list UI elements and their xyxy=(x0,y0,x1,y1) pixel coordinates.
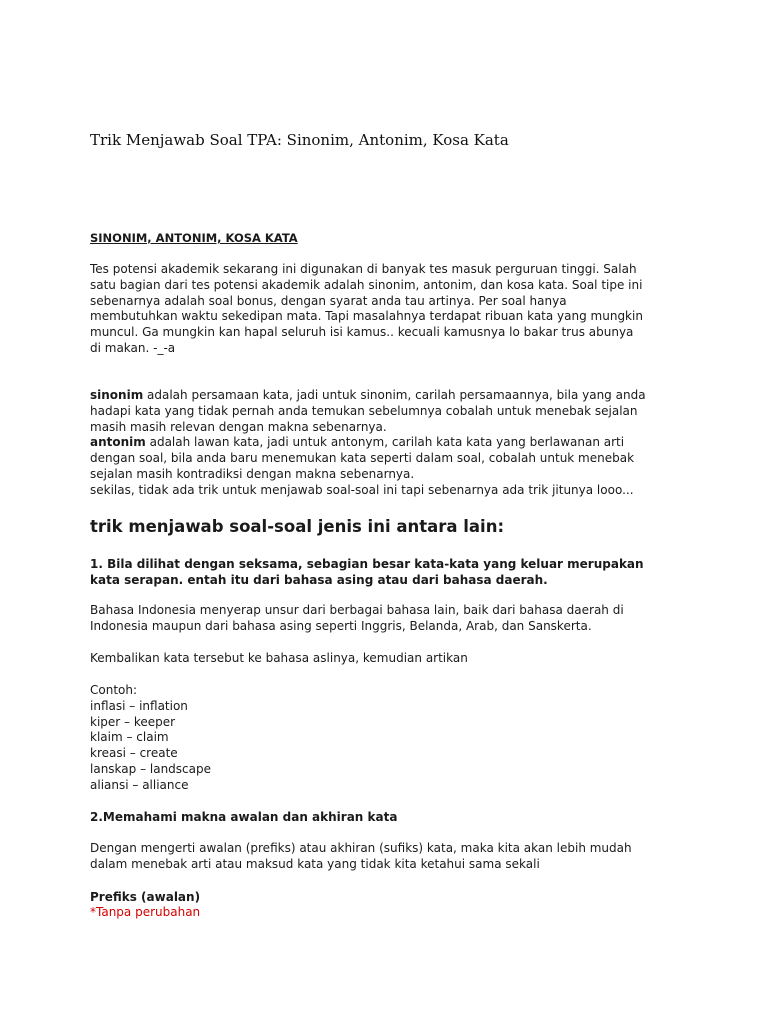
bahasa-line: Indonesia maupun dari bahasa asing seperti Inggris, Belanda, Arab, dan Sanskerta. xyxy=(90,618,592,633)
list-item: inflasi – inflation xyxy=(90,698,188,713)
antonim-line: sekilas, tidak ada trik untuk menjawab soal-soal ini tapi sebenarnya ada trik jitunya looo... xyxy=(90,482,634,497)
point-two xyxy=(90,809,397,825)
point-two-line: 2.Memahami makna awalan dan akhiran kata xyxy=(90,810,398,824)
intro-line: satu bagian dari tes potensi akademik adalah sinonim, antonim, dan kosa kata. Soal tipe ini xyxy=(90,277,643,292)
intro-paragraph xyxy=(90,262,682,357)
list-item: aliansi – alliance xyxy=(90,777,189,792)
sinonim-definition: adalah persamaan kata, jadi untuk sinonim, carilah persamaannya, bila yang anda xyxy=(143,388,646,402)
point-one-line: kata serapan. entah itu dari bahasa asing atau dari bahasa daerah. xyxy=(90,573,548,587)
kembalikan-line: Kembalikan kata tersebut ke bahasa aslinya, kemudian artikan xyxy=(90,651,468,665)
sinonim-line: hadapi kata yang tidak pernah anda temukan sebelumnya cobalah untuk menebak sejalan xyxy=(90,403,638,418)
bahasa-line: Bahasa Indonesia menyerap unsur dari berbagai bahasa lain, baik dari bahasa daerah di xyxy=(90,603,624,617)
document-title: Trik Menjawab Soal TPA: Sinonim, Antonim, Kosa Kata xyxy=(90,131,509,149)
dengan-paragraph xyxy=(90,841,682,873)
intro-line: sebenarnya adalah soal bonus, dengan syarat anda tau artinya. Per soal hanya xyxy=(90,293,567,308)
list-item: kreasi – create xyxy=(90,746,178,761)
intro-line: muncul. Ga mungkin kan hapal seluruh isi kamus.. kecuali kamusnya lo bakar trus abunya xyxy=(90,325,634,340)
list-item: klaim – claim xyxy=(90,730,169,745)
intro-line: Tes potensi akademik sekarang ini digunakan di banyak tes masuk perguruan tinggi. Salah xyxy=(90,262,637,276)
prefiks-heading xyxy=(90,889,200,905)
tanpa-perubahan-text: *Tanpa perubahan xyxy=(90,905,201,919)
list-item: lanskap – landscape xyxy=(90,761,211,776)
kembalikan-paragraph xyxy=(90,651,682,667)
intro-line: di makan. -_-a xyxy=(90,340,176,355)
dengan-line: Dengan mengerti awalan (prefiks) atau akhiran (sufiks) kata, maka kita akan lebih mudah xyxy=(90,841,632,855)
sinonim-line: masih masih relevan dengan makna sebenarnya. xyxy=(90,419,387,434)
tanpa-perubahan-note xyxy=(90,905,682,921)
intro-line: membutuhkan waktu sekedipan mata. Tapi masalahnya terdapat ribuan kata yang mungkin xyxy=(90,309,643,324)
list-item: kiper – keeper xyxy=(90,714,176,729)
definitions-paragraph xyxy=(90,388,682,499)
point-one-line: 1. Bila dilihat dengan seksama, sebagian besar kata-kata yang keluar merupakan xyxy=(90,557,644,571)
prefiks-heading-text: Prefiks (awalan) xyxy=(90,890,201,904)
examples-list xyxy=(90,683,682,794)
antonim-line: dengan soal, bila anda baru menemukan kata seperti dalam soal, cobalah untuk menebak xyxy=(90,451,635,466)
antonim-definition: adalah lawan kata, jadi untuk antonym, carilah kata kata yang berlawanan arti xyxy=(145,435,625,450)
antonim-first-line xyxy=(90,435,682,451)
antonim-line: sejalan masih kontradiksi dengan makna sebenarnya. xyxy=(90,466,415,481)
bahasa-paragraph xyxy=(90,603,682,635)
section-heading: SINONIM, ANTONIM, KOSA KATA xyxy=(90,231,298,245)
point-one xyxy=(90,556,644,588)
antonim-term: antonim xyxy=(90,435,146,450)
tricks-subheading: trik menjawab soal-soal jenis ini antara lain: xyxy=(90,517,505,536)
contoh-label: Contoh: xyxy=(90,683,138,697)
sinonim-first-line xyxy=(90,388,682,404)
dengan-line: dalam menebak arti atau maksud kata yang tidak kita ketahui sama sekali xyxy=(90,856,540,871)
sinonim-term: sinonim xyxy=(90,388,144,402)
